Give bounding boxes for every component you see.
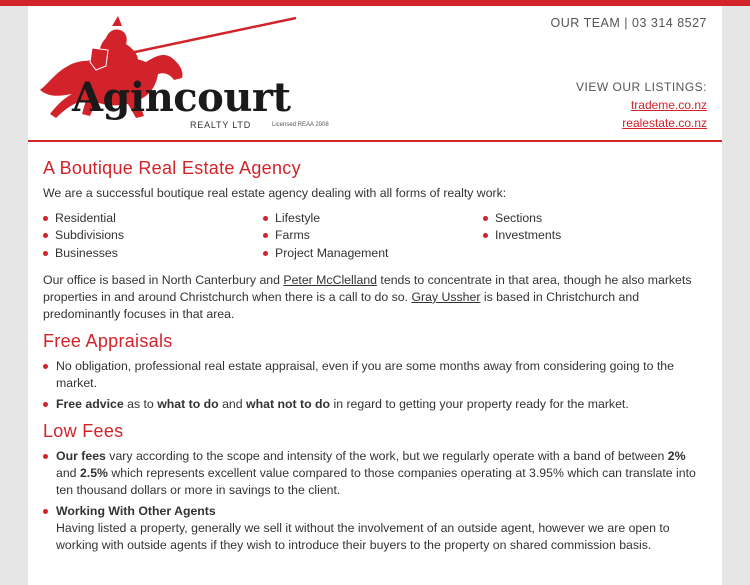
appraisals-list [43, 358, 708, 413]
bold-text: what not to do [246, 396, 331, 411]
bold-text: Our fees [56, 448, 106, 463]
text-span: Our office is based in North Canterbury and [43, 272, 284, 287]
text-span: which represents excellent value compared to those companies operating at 3.95% which can translate into ten thousand dollars or more in savings to the client. [56, 465, 696, 497]
bold-text: 2% [667, 448, 686, 463]
services-column [43, 210, 263, 262]
text-span: is based in Christchurch and predominantly focuses in that area. [43, 289, 640, 321]
list-item: Sections [483, 210, 703, 227]
bold-text: Free advice [56, 396, 124, 411]
services-column [263, 210, 483, 262]
listings-block [576, 78, 707, 132]
header [28, 6, 722, 142]
section-title-boutique: A Boutique Real Estate Agency [43, 158, 301, 178]
bold-text: 2.5% [79, 465, 108, 480]
intro-text: We are a successful boutique real estate agency dealing with all forms of realty work: [43, 186, 507, 200]
fees-list [43, 448, 708, 554]
section-title-appraisals: Free Appraisals [43, 330, 173, 351]
main-content [43, 156, 708, 558]
bold-text: Working With Other Agents [56, 503, 216, 518]
list-item: Subdivisions [43, 227, 263, 244]
list-item: Project Management [263, 245, 483, 262]
licensed-note: Licensed REAA 2008 [272, 122, 329, 128]
text-span: in regard to getting your property ready for the market. [330, 396, 629, 411]
list-item [43, 396, 708, 413]
office-paragraph [43, 272, 708, 323]
text-span: Having listed a property, generally we sell it without the involvement of an outside agent, however we are open to working with outside agents if they wish to introduce their buyers to the property on shared commission basis. [56, 520, 670, 552]
list-item [43, 448, 708, 499]
trademe-link[interactable]: trademe.co.nz [630, 98, 707, 112]
page [28, 6, 722, 585]
list-item: Investments [483, 227, 703, 244]
realestate-link[interactable]: realestate.co.nz [622, 116, 707, 130]
listings-label: VIEW OUR LISTINGS: [575, 80, 707, 94]
list-item: Lifestyle [263, 210, 483, 227]
text-span: and [56, 465, 80, 480]
services-list [43, 210, 708, 262]
peter-mcclelland-link[interactable]: Peter McClelland [283, 272, 378, 287]
brand-name: Agincourt [72, 74, 291, 121]
list-item: No obligation, professional real estate appraisal, even if you are some months away from considering going to the market. [43, 358, 708, 392]
list-item [43, 503, 708, 554]
text-span: as to [123, 396, 158, 411]
brand-subtitle: REALTY LTD [190, 120, 252, 130]
bold-text: what to do [157, 396, 219, 411]
gray-ussher-link[interactable]: Gray Ussher [411, 289, 481, 304]
list-item: Residential [43, 210, 263, 227]
list-item: Farms [263, 227, 483, 244]
list-item: Businesses [43, 245, 263, 262]
text-span: tends to concentrate in that area, though he also markets properties in and around Christchurch when there is a call to do so. [43, 272, 692, 304]
text-span: and [218, 396, 247, 411]
services-column [483, 210, 703, 262]
section-title-fees: Low Fees [43, 420, 124, 441]
team-contact[interactable]: OUR TEAM | 03 314 8527 [550, 16, 707, 30]
text-span: vary according to the scope and intensity of the work, but we regularly operate with a band of between [105, 448, 668, 463]
